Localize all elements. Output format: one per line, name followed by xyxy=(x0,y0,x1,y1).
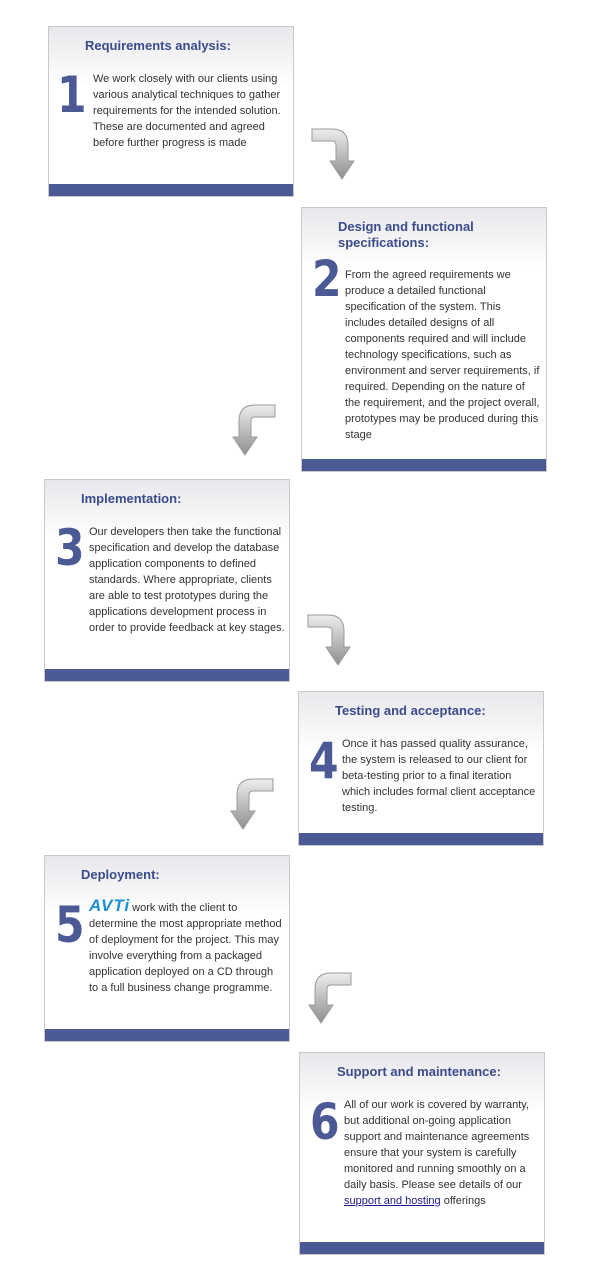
step-2-bar xyxy=(302,459,546,471)
step-5-body: work with the client to determine the most appropriate method of deployment for the project. This may involve everything from a packaged application deployed on a CD through to a full business change programme. xyxy=(89,902,282,994)
step-2-text: From the agreed requirements we produce a detailed functional specification of the system. This includes detailed designs of all components required and will include technology specifications, such as environment and server requirements, if required. Depending on the nature of the requirement, and the project overall, prototypes may be produced during this stage xyxy=(345,269,540,441)
step-6-body: All of our work is covered by warranty, but additional on-going application support and maintenance agreements ensure that your system is carefully monitored and running smoothly on a daily basis. Please see details of our xyxy=(344,1099,530,1191)
step-1-number: 1 xyxy=(57,66,87,124)
step-5-box xyxy=(44,855,290,1042)
step-6-title: Support and maintenance: xyxy=(337,1064,501,1079)
curved-arrow-down-left-icon xyxy=(229,777,275,831)
step-1-title: Requirements analysis: xyxy=(85,38,231,53)
step-4-text: Once it has passed quality assurance, the system is released to our client for beta-testing prior to a final iteration which includes formal client acceptance testing. xyxy=(342,738,536,814)
step-1-box xyxy=(48,26,294,197)
step-6-text xyxy=(344,1097,540,1209)
curved-arrow-down-right-icon xyxy=(310,127,356,181)
step-6-box xyxy=(299,1052,545,1255)
avti-logo: AVTi xyxy=(89,896,131,915)
curved-arrow-down-left-icon xyxy=(231,403,277,457)
step-4-bar xyxy=(299,833,543,845)
curved-arrow-down-right-icon xyxy=(306,613,352,667)
step-1-bar xyxy=(49,184,293,196)
step-2-title: Design and functional specifications: xyxy=(338,219,474,250)
step-4-number: 4 xyxy=(309,732,339,790)
step-3-bar xyxy=(45,669,289,681)
step-4-title: Testing and acceptance: xyxy=(335,703,486,718)
step-6-bar xyxy=(300,1242,544,1254)
step-1-text: We work closely with our clients using various analytical techniques to gather requirements for the intended solution. These are documented and agreed before further progress is made xyxy=(93,73,281,149)
step-3-box xyxy=(44,479,290,682)
support-and-hosting-link[interactable]: support and hosting xyxy=(344,1195,441,1207)
step-3-number: 3 xyxy=(55,519,85,577)
step-5-text xyxy=(89,898,285,996)
step-5-number: 5 xyxy=(55,896,85,954)
step-5-bar xyxy=(45,1029,289,1041)
step-3-text: Our developers then take the functional specification and develop the database application components to defined standards. Where appropriate, clients are able to test prototypes during the applications development process in order to provide feedback at key stages. xyxy=(89,526,285,634)
step-5-title: Deployment: xyxy=(81,867,160,882)
step-3-title: Implementation: xyxy=(81,491,182,506)
step-6-body-after: offerings xyxy=(443,1195,486,1207)
curved-arrow-down-left-icon xyxy=(307,971,353,1025)
step-4-box xyxy=(298,691,544,846)
step-2-number: 2 xyxy=(312,250,342,308)
step-2-box xyxy=(301,207,547,472)
step-6-number: 6 xyxy=(310,1093,340,1151)
